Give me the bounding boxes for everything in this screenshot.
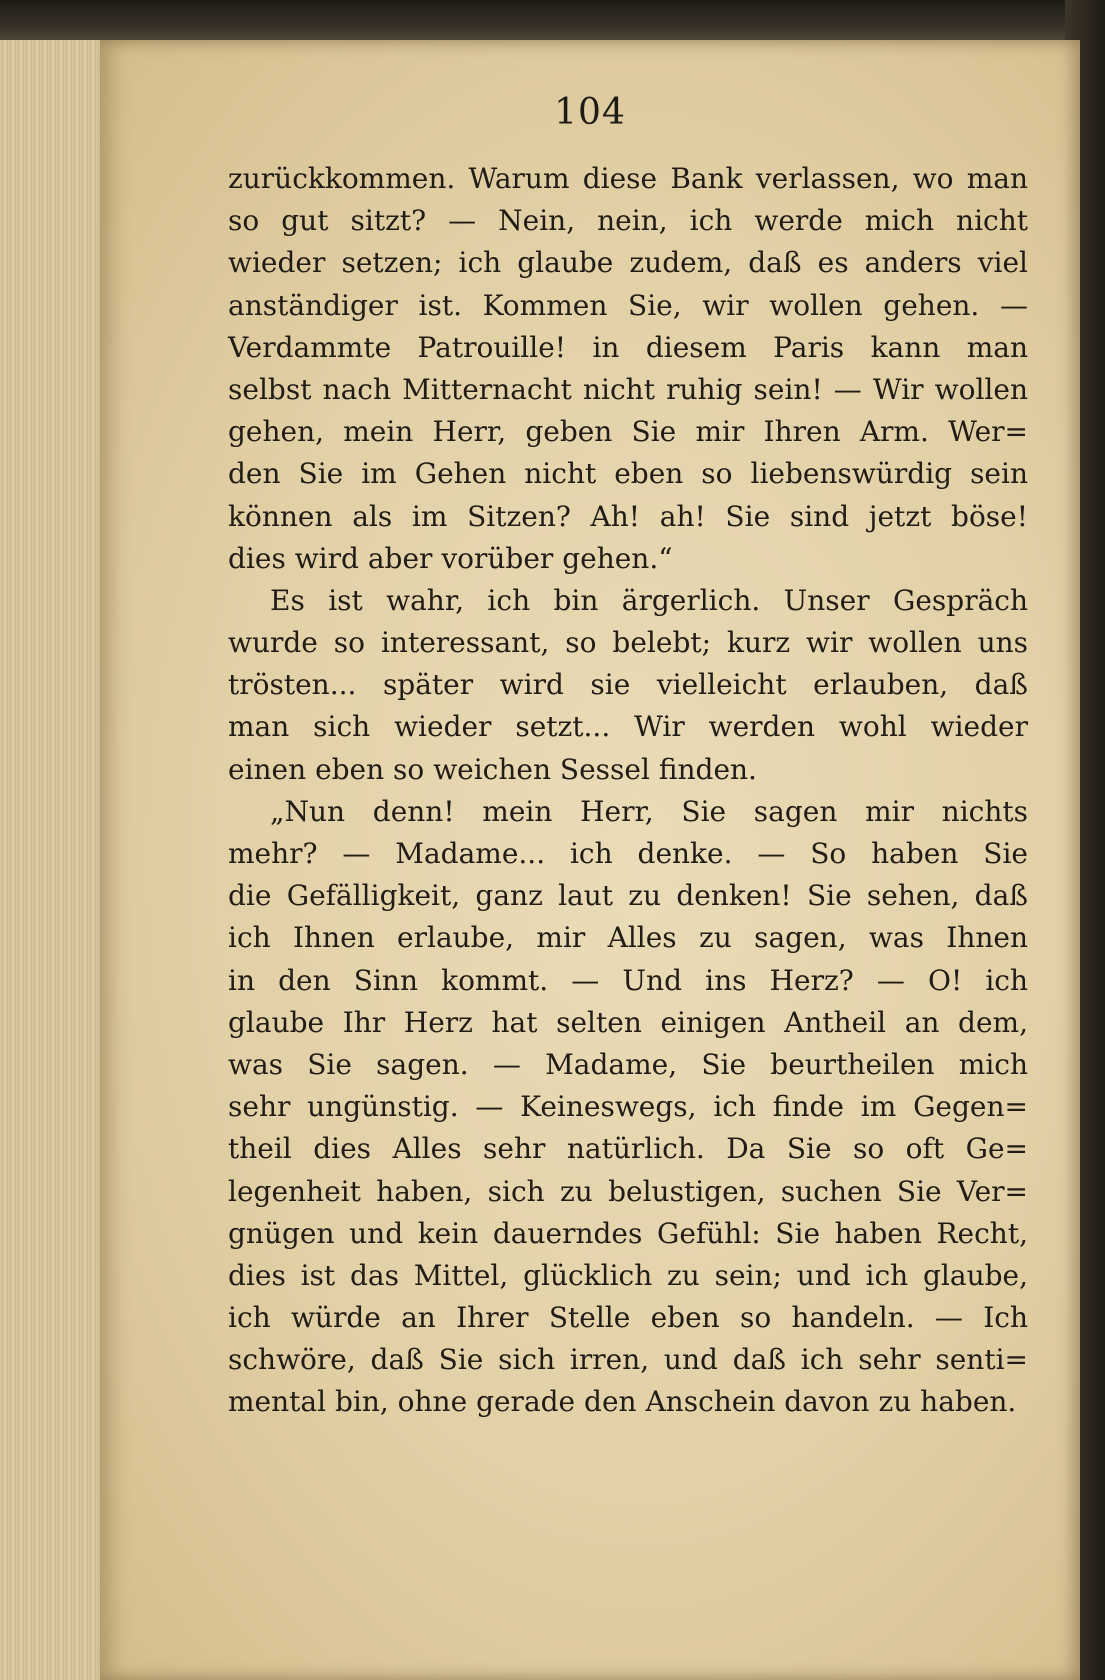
- text-line: ich Ihnen erlaube, mir Alles zu sagen, was Ihnen: [228, 921, 1028, 955]
- text-line: die Gefälligkeit, ganz laut zu denken! Sie sehen, daß: [228, 879, 1028, 913]
- text-line: dies ist das Mittel, glücklich zu sein; und ich glaube,: [228, 1258, 1028, 1292]
- text-line: anständiger ist. Kommen Sie, wir wollen gehen. —: [228, 288, 1028, 322]
- page-edges: [0, 40, 110, 1680]
- text-line: schwöre, daß Sie sich irren, und daß ich sehr senti=: [228, 1343, 1028, 1377]
- text-line: mehr? — Madame... ich denke. — So haben Sie: [228, 837, 1028, 870]
- text-line: trösten... später wird sie vielleicht erlauben, daß: [228, 668, 1028, 702]
- text-line: man sich wieder setzt... Wir werden wohl wieder: [228, 710, 1028, 744]
- text-line: in den Sinn kommt. — Und ins Herz? — O! ich: [228, 963, 1028, 997]
- text-line: legenheit haben, sich zu belustigen, suchen Sie Ver=: [228, 1174, 1028, 1208]
- text-line: den Sie im Gehen nicht eben so liebenswürdig sein: [228, 457, 1028, 491]
- page-number: 104: [554, 92, 626, 133]
- text-line: dies wird aber vorüber gehen.“: [228, 541, 673, 575]
- page-text: [228, 158, 1028, 1424]
- text-line: glaube Ihr Herz hat selten einigen Antheil an dem,: [228, 1005, 1028, 1039]
- text-line: sehr ungünstig. — Keineswegs, ich finde im Gegen=: [228, 1090, 1028, 1124]
- text-line: Verdammte Patrouille! in diesem Paris kann man: [228, 330, 1028, 364]
- text-line: gnügen und kein dauerndes Gefühl: Sie haben Recht,: [228, 1216, 1028, 1250]
- text-line: gehen, mein Herr, geben Sie mir Ihren Arm. Wer=: [228, 415, 1028, 449]
- text-line: können als im Sitzen? Ah! ah! Sie sind jetzt böse!: [228, 499, 1028, 533]
- text-line: zurückkommen. Warum diese Bank verlassen, wo man: [228, 162, 1028, 195]
- text-line: wieder setzen; ich glaube zudem, daß es anders viel: [228, 246, 1028, 280]
- text-line: theil dies Alles sehr natürlich. Da Sie so oft Ge=: [228, 1132, 1028, 1166]
- text-line: ich würde an Ihrer Stelle eben so handeln. — Ich: [228, 1301, 1028, 1335]
- text-line: „Nun denn! mein Herr, Sie sagen mir nichts: [270, 794, 1028, 828]
- book-page: [100, 40, 1080, 1680]
- text-line: wurde so interessant, so belebt; kurz wir wollen uns: [228, 626, 1028, 660]
- text-line: Es ist wahr, ich bin ärgerlich. Unser Gespräch: [270, 583, 1028, 617]
- text-line: so gut sitzt? — Nein, nein, ich werde mich nicht: [228, 204, 1028, 238]
- text-line: mental bin, ohne gerade den Anschein davon zu haben.: [228, 1385, 1017, 1419]
- text-line: was Sie sagen. — Madame, Sie beurtheilen mich: [228, 1047, 1028, 1081]
- text-line: selbst nach Mitternacht nicht ruhig sein! — Wir wollen: [228, 372, 1028, 406]
- text-line: einen eben so weichen Sessel finden.: [228, 752, 757, 786]
